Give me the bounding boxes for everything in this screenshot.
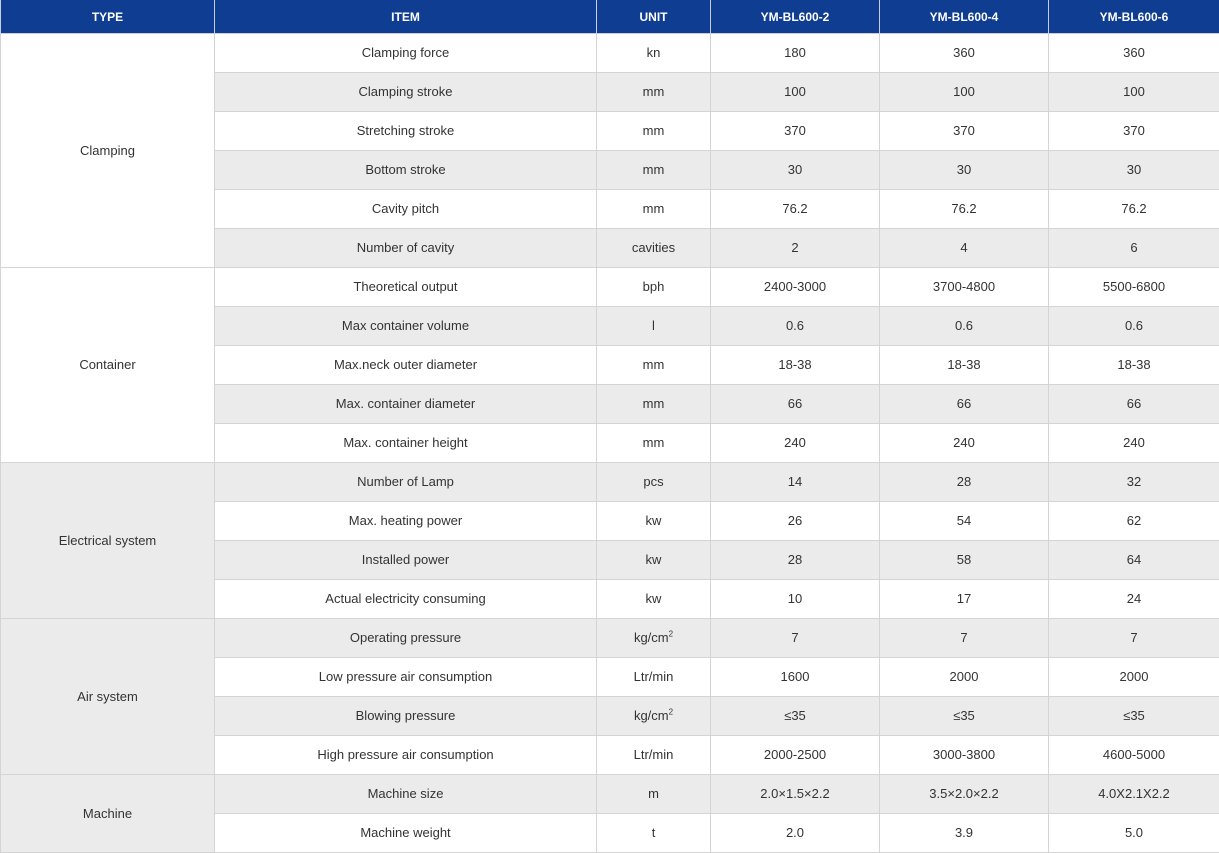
value-cell: 28 [711,541,880,580]
value-cell: 240 [711,424,880,463]
header-type: TYPE [1,0,215,34]
unit-text: l [652,318,655,333]
value-cell: 7 [1049,619,1219,658]
unit-text: mm [643,84,665,99]
item-cell: Installed power [215,541,597,580]
unit-cell [597,697,711,736]
unit-cell [597,229,711,268]
value-cell: 0.6 [711,307,880,346]
table-row [1,775,1219,814]
value-cell: 3.5×2.0×2.2 [880,775,1049,814]
value-cell: 10 [711,580,880,619]
value-cell: 18-38 [711,346,880,385]
unit-cell [597,658,711,697]
value-cell: 2.0×1.5×2.2 [711,775,880,814]
value-cell: 370 [711,112,880,151]
item-cell: High pressure air consumption [215,736,597,775]
value-cell: 2000-2500 [711,736,880,775]
unit-cell [597,424,711,463]
item-cell: Blowing pressure [215,697,597,736]
item-cell: Max.neck outer diameter [215,346,597,385]
value-cell: 100 [1049,73,1219,112]
unit-text: t [652,825,656,840]
table-row [1,34,1219,73]
item-cell: Cavity pitch [215,190,597,229]
value-cell: ≤35 [711,697,880,736]
table-row [1,463,1219,502]
value-cell: 240 [1049,424,1219,463]
item-cell: Number of Lamp [215,463,597,502]
value-cell: 3.9 [880,814,1049,853]
value-cell: 7 [880,619,1049,658]
value-cell: 76.2 [880,190,1049,229]
item-cell: Max. container height [215,424,597,463]
unit-text: mm [643,162,665,177]
value-cell: 180 [711,34,880,73]
header-row [1,0,1219,34]
item-cell: Number of cavity [215,229,597,268]
value-cell: 2400-3000 [711,268,880,307]
value-cell: 370 [1049,112,1219,151]
value-cell: 240 [880,424,1049,463]
value-cell: 0.6 [880,307,1049,346]
unit-cell [597,73,711,112]
value-cell: ≤35 [880,697,1049,736]
value-cell: 66 [1049,385,1219,424]
unit-cell [597,268,711,307]
value-cell: 18-38 [880,346,1049,385]
unit-cell [597,502,711,541]
header-unit: UNIT [597,0,711,34]
value-cell: 4.0X2.1X2.2 [1049,775,1219,814]
table-header [1,0,1219,34]
value-cell: 24 [1049,580,1219,619]
unit-cell [597,775,711,814]
value-cell: 30 [1049,151,1219,190]
value-cell: 66 [880,385,1049,424]
value-cell: 18-38 [1049,346,1219,385]
item-cell: Bottom stroke [215,151,597,190]
value-cell: 2 [711,229,880,268]
item-cell: Theoretical output [215,268,597,307]
table-row [1,268,1219,307]
group-type-cell: Container [1,268,215,463]
unit-cell [597,580,711,619]
unit-text: m [648,786,659,801]
value-cell: 4600-5000 [1049,736,1219,775]
unit-text: kg/cm [634,708,669,723]
value-cell: 30 [880,151,1049,190]
unit-text: kw [646,552,662,567]
unit-cell [597,346,711,385]
header-model-4: YM-BL600-4 [880,0,1049,34]
unit-cell [597,34,711,73]
value-cell: 7 [711,619,880,658]
item-cell: Max container volume [215,307,597,346]
value-cell: 64 [1049,541,1219,580]
value-cell: 32 [1049,463,1219,502]
unit-cell [597,541,711,580]
value-cell: 370 [880,112,1049,151]
value-cell: 2.0 [711,814,880,853]
table-body [1,34,1219,853]
unit-cell [597,151,711,190]
value-cell: 3000-3800 [880,736,1049,775]
value-cell: 58 [880,541,1049,580]
unit-cell [597,112,711,151]
value-cell: 30 [711,151,880,190]
value-cell: 17 [880,580,1049,619]
group-type-cell: Electrical system [1,463,215,619]
value-cell: 2000 [880,658,1049,697]
unit-cell [597,190,711,229]
unit-text: mm [643,123,665,138]
value-cell: 100 [711,73,880,112]
item-cell: Stretching stroke [215,112,597,151]
value-cell: 2000 [1049,658,1219,697]
value-cell: 14 [711,463,880,502]
value-cell: 100 [880,73,1049,112]
unit-cell [597,814,711,853]
group-type-cell: Clamping [1,34,215,268]
header-model-2: YM-BL600-2 [711,0,880,34]
unit-text: mm [643,435,665,450]
unit-text: bph [643,279,665,294]
item-cell: Actual electricity consuming [215,580,597,619]
unit-text: Ltr/min [634,669,674,684]
unit-text: cavities [632,240,675,255]
value-cell: 3700-4800 [880,268,1049,307]
unit-cell [597,736,711,775]
unit-text: Ltr/min [634,747,674,762]
unit-text: kg/cm [634,630,669,645]
value-cell: 76.2 [711,190,880,229]
value-cell: 5500-6800 [1049,268,1219,307]
value-cell: 28 [880,463,1049,502]
item-cell: Low pressure air consumption [215,658,597,697]
item-cell: Machine weight [215,814,597,853]
value-cell: 360 [880,34,1049,73]
value-cell: 4 [880,229,1049,268]
item-cell: Max. heating power [215,502,597,541]
unit-text: mm [643,396,665,411]
item-cell: Clamping stroke [215,73,597,112]
item-cell: Clamping force [215,34,597,73]
header-model-6: YM-BL600-6 [1049,0,1219,34]
unit-text: mm [643,201,665,216]
value-cell: 62 [1049,502,1219,541]
value-cell: 0.6 [1049,307,1219,346]
unit-text: pcs [643,474,663,489]
unit-cell [597,619,711,658]
unit-cell [597,463,711,502]
item-cell: Max. container diameter [215,385,597,424]
group-type-cell: Machine [1,775,215,853]
table-row [1,619,1219,658]
group-type-cell: Air system [1,619,215,775]
header-item: ITEM [215,0,597,34]
value-cell: 26 [711,502,880,541]
unit-superscript: 2 [669,630,673,639]
value-cell: 66 [711,385,880,424]
item-cell: Machine size [215,775,597,814]
value-cell: 360 [1049,34,1219,73]
unit-text: mm [643,357,665,372]
unit-text: kw [646,591,662,606]
value-cell: ≤35 [1049,697,1219,736]
value-cell: 76.2 [1049,190,1219,229]
unit-text: kn [647,45,661,60]
value-cell: 1600 [711,658,880,697]
value-cell: 54 [880,502,1049,541]
value-cell: 5.0 [1049,814,1219,853]
unit-cell [597,385,711,424]
unit-text: kw [646,513,662,528]
unit-superscript: 2 [669,708,673,717]
item-cell: Operating pressure [215,619,597,658]
value-cell: 6 [1049,229,1219,268]
unit-cell [597,307,711,346]
